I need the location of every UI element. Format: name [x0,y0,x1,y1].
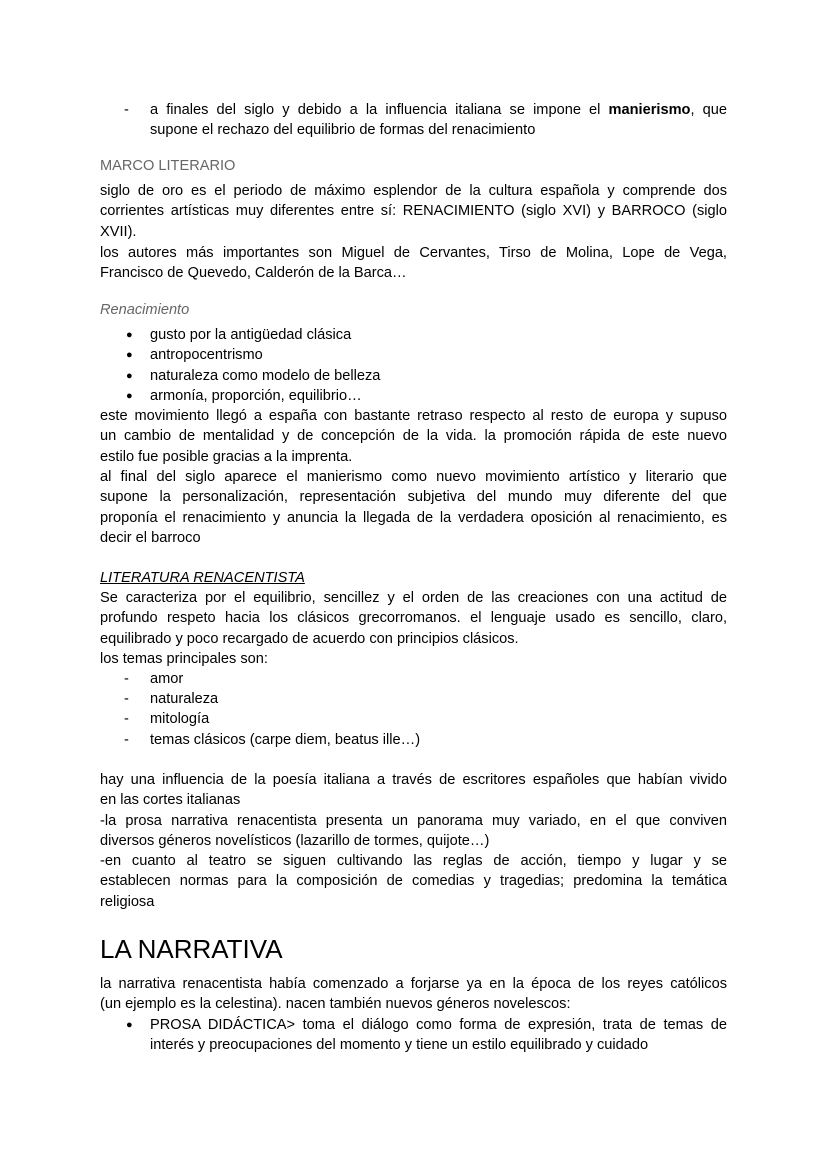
section-heading-marco: MARCO LITERARIO [100,158,236,174]
subheading-renacimiento: Renacimiento [100,302,190,318]
list-item: ● PROSA DIDÁCTICA> toma el diálogo como forma de expresión, trata de temas de interés y preocupaciones del momento y tiene un estilo equilibrado y cuidado [126,1017,727,1054]
paragraph: al final del siglo aparece el manierismo como nuevo movimiento artístico y literario que supone la personalización, representación subjetiva del mundo muy diferente del que proponía el renacimiento y anuncia la llegada de la verdadera oposición al renacimiento, es decir el barroco [100,469,727,547]
section-heading-literatura: LITERATURA RENACENTISTA [100,570,305,586]
dash-marker: - [124,691,129,707]
paragraph: siglo de oro es el periodo de máximo esplendor de la cultura española y comprende dos corrientes artísticas muy diferentes entre sí: RENACIMIENTO (siglo XVI) y BARROCO (siglo XVII). [100,183,727,240]
bold-term: manierismo [608,102,691,118]
dash-marker: - [124,102,129,118]
temas-intro: los temas principales son: [100,651,268,667]
bullet-icon: ● [126,1019,133,1031]
bullet-icon: ● [126,349,133,361]
heading-narrativa: LA NARRATIVA [100,934,283,964]
bullet-icon: ● [126,370,133,382]
text-line: supone el rechazo del equilibrio de formas del renacimiento [150,122,536,139]
paragraph: la narrativa renacentista había comenzado a forjarse ya en la época de los reyes católicos (un ejemplo es la celestina). nacen también nuevos géneros novelescos: [100,976,727,1013]
text-span: , que [690,102,727,118]
bullet-icon: ● [126,329,133,341]
dash-marker: - [124,732,129,748]
bullet-icon: ● [126,390,133,402]
paragraph: los autores más importantes son Miguel de Cervantes, Tirso de Molina, Lope de Vega, Francisco de Quevedo, Calderón de la Barca… [100,245,727,282]
dash-marker: - [124,671,129,687]
paragraph: hay una influencia de la poesía italiana a través de escritores españoles que habían vivido en las cortes italianas [100,772,727,809]
paragraph: Se caracteriza por el equilibrio, sencillez y el orden de las creaciones con una actitud de profundo respeto hacia los clásicos grecorromanos. el lenguaje usado es sencillo, claro, equilibrado y poco recargado de acuerdo con principios clásicos. [100,590,727,647]
paragraph: -la prosa narrativa renacentista presenta un panorama muy variado, en el que conviven diversos géneros novelísticos (lazarillo de tormes, quijote…) [100,813,727,850]
paragraph: -en cuanto al teatro se siguen cultivando las reglas de acción, tiempo y lugar y se establecen normas para la composición de comedias y tragedias; predomina la temática religiosa [100,853,727,910]
text-span: a finales del siglo y debido a la influencia italiana se impone el [150,102,609,118]
document-page: - a finales del siglo y debido a la influencia italiana se impone el manierismo, que supone el rechazo del equilibrio de formas del renacimiento MARCO LITERARIO siglo de oro es el periodo de máximo esplendor de la cultura española y comprende dos corrientes artísticas muy diferentes entre sí: RENACIMIENTO (siglo XVI) y BARROCO (siglo XVII). los autores más importantes son Miguel de Cervantes, Tirso de Molina, Lope de Vega, Francisco de Quevedo, Calderón de la Barca… Renacimiento ● gusto por la antigüedad clásica ● antropocentrismo ● naturaleza como modelo de belleza ● armonía, proporción, equilibrio… este movimiento llegó a españa con bastante retraso respecto al resto de europa y supuso un cambio de mentalidad y de concepción de la vida. la promoción rápida de este nuevo estilo fue posible gracias a la imprenta. al final del siglo aparece el manierismo como nuevo movimiento artístico y literario que supone la personalización, representación subjetiva del mundo muy diferente del que proponía el renacimiento y anuncia la llegada de la verdadera oposición al renacimiento, es decir el barroco LITERATURA RENACENTISTA Se caracteriza por el equilibrio, sencillez y el orden de las creaciones con una actitud de profundo respeto hacia los clásicos grecorromanos. el lenguaje usado es sencillo, claro, equilibrado y poco recargado de acuerdo con principios clásicos. los temas principales son: - amor - naturaleza - mitología - temas clásicos (carpe diem, beatus ille…) hay una influencia de la poesía italiana a través de escritores españoles que habían vivido en las cortes italianas -la prosa narrativa renacentista presenta un panorama muy variado, en el que conviven diversos géneros novelísticos (lazarillo de tormes, quijote…) -en cuanto al teatro se siguen cultivando las reglas de acción, tiempo y lugar y se establecen normas para la composición de comedias y tragedias; predomina la temática religiosa LA NARRATIVA la narrativa renacentista había comenzado a forjarse ya en la época de los reyes católicos (un ejemplo es la celestina). nacen también nuevos géneros novelescos: ● PROSA DIDÁCTICA> toma el diálogo como forma de expresión, trata de temas de interés y preocupaciones del momento y tiene un estilo equilibrado y cuidado [0,0,828,1169]
paragraph: este movimiento llegó a españa con bastante retraso respecto al resto de europa y supuso un cambio de mentalidad y de concepción de la vida. la promoción rápida de este nuevo estilo fue posible gracias a la imprenta. [100,408,727,465]
dash-marker: - [124,711,129,727]
list-item [100,100,727,141]
